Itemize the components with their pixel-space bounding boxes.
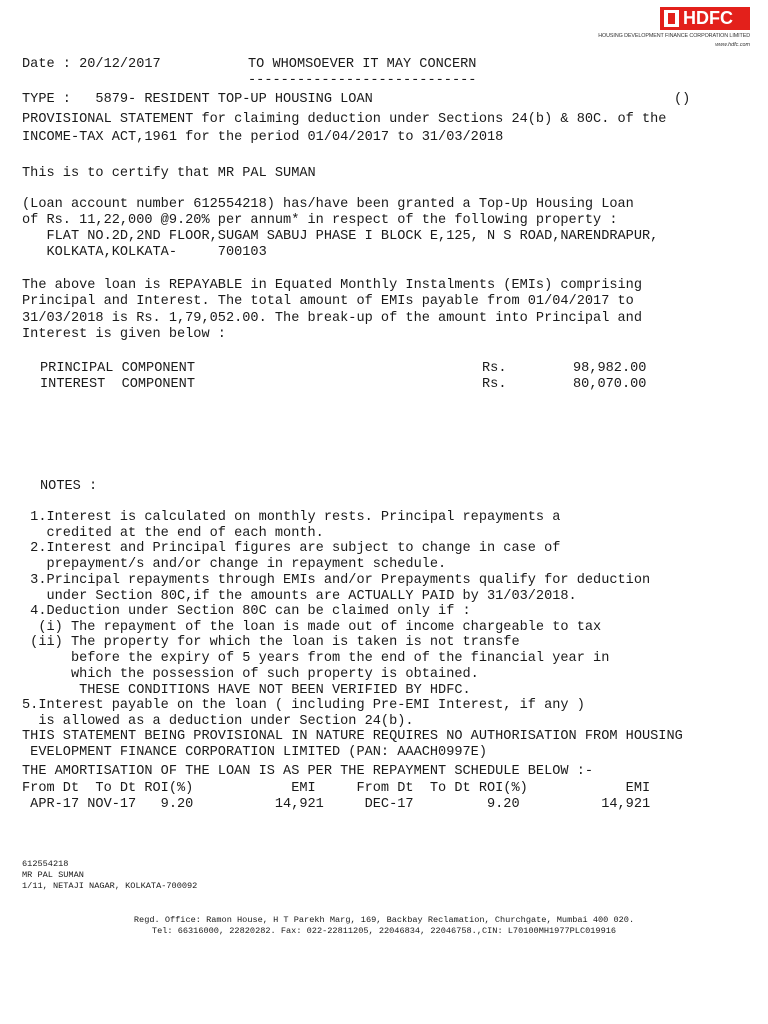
note-line: is allowed as a deduction under Section 24(b).: [22, 714, 414, 729]
schedule-header: From Dt To Dt ROI(%) EMI From Dt To Dt ROI(%) EMI: [22, 781, 651, 796]
note-line: prepayment/s and/or change in repayment schedule.: [22, 557, 447, 572]
certify-text: This is to certify that MR PAL SUMAN: [22, 166, 316, 181]
note-line: 4.Deduction under Section 80C can be claimed only if :: [22, 604, 471, 619]
notes-heading: NOTES :: [40, 479, 98, 494]
note-line: THE AMORTISATION OF THE LOAN IS AS PER THE REPAYMENT SCHEDULE BELOW :-: [22, 764, 594, 779]
footer-registered-office: Regd. Office: Ramon House, H T Parekh Marg, 169, Backbay Reclamation, Churchgate, Mumbai 400 020.: [133, 915, 635, 925]
property-address-line2: KOLKATA,KOLKATA- 700103: [22, 245, 267, 260]
component-label: PRINCIPAL COMPONENT: [40, 361, 195, 376]
repayment-line1: The above loan is REPAYABLE in Equated Monthly Instalments (EMIs) comprising: [22, 278, 642, 293]
loan-details-line2: of Rs. 11,22,000 @9.20% per annum* in respect of the following property :: [22, 213, 618, 228]
schedule-row: APR-17 NOV-17 9.20 14,921 DEC-17 9.20 14,921: [22, 797, 651, 812]
note-line: which the possession of such property is obtained.: [22, 667, 479, 682]
repayment-line4: Interest is given below :: [22, 327, 226, 342]
logo-brand-text: HDFC: [683, 8, 733, 28]
statement-title-line2: INCOME-TAX ACT,1961 for the period 01/04/2017 to 31/03/2018: [22, 130, 504, 145]
note-line: 3.Principal repayments through EMIs and/or Prepayments qualify for deduction: [22, 573, 651, 588]
note-line: before the expiry of 5 years from the end of the financial year in: [22, 651, 610, 666]
statement-title-line1: PROVISIONAL STATEMENT for claiming deduction under Sections 24(b) & 80C. of the: [22, 112, 667, 127]
loan-details-line1: (Loan account number 612554218) has/have been granted a Top-Up Housing Loan: [22, 197, 634, 212]
addressee-underline: ----------------------------: [248, 73, 477, 88]
repayment-line2: Principal and Interest. The total amount of EMIs payable from 01/04/2017 to: [22, 294, 634, 309]
note-line: THIS STATEMENT BEING PROVISIONAL IN NATURE REQUIRES NO AUTHORISATION FROM HOUSING: [22, 729, 683, 744]
address-line: 1/11, NETAJI NAGAR, KOLKATA-700092: [22, 881, 198, 891]
note-line: 1.Interest is calculated on monthly rests. Principal repayments a: [22, 510, 561, 525]
note-line: 2.Interest and Principal figures are subject to change in case of: [22, 541, 561, 556]
logo-mark-inner: [668, 13, 675, 24]
loan-type-bracket: (): [674, 92, 691, 107]
component-currency: Rs.: [482, 361, 507, 376]
property-address-line1: FLAT NO.2D,2ND FLOOR,SUGAM SABUJ PHASE I BLOCK E,125, N S ROAD,NARENDRAPUR,: [22, 229, 659, 244]
logo-website: www.hdfc.com: [715, 42, 750, 48]
statement-date: Date : 20/12/2017: [22, 57, 161, 72]
component-label: INTEREST COMPONENT: [40, 377, 195, 392]
note-line: (ii) The property for which the loan is taken is not transfe: [22, 635, 520, 650]
address-name: MR PAL SUMAN: [22, 870, 84, 880]
repayment-line3: 31/03/2018 is Rs. 1,79,052.00. The break-up of the amount into Principal and: [22, 311, 642, 326]
note-line: 5.Interest payable on the loan ( including Pre-EMI Interest, if any ): [22, 698, 585, 713]
note-line: EVELOPMENT FINANCE CORPORATION LIMITED (PAN: AAACH0997E): [22, 745, 487, 760]
note-line: under Section 80C,if the amounts are ACTUALLY PAID by 31/03/2018.: [22, 589, 577, 604]
logo-company-name: HOUSING DEVELOPMENT FINANCE CORPORATION LIMITED: [598, 33, 750, 39]
component-currency: Rs.: [482, 377, 507, 392]
note-line: THESE CONDITIONS HAVE NOT BEEN VERIFIED BY HDFC.: [22, 683, 471, 698]
note-line: (i) The repayment of the loan is made out of income chargeable to tax: [22, 620, 602, 635]
loan-type: TYPE : 5879- RESIDENT TOP-UP HOUSING LOAN: [22, 92, 373, 107]
footer-contact: Tel: 66316000, 22820282. Fax: 022-22811205, 22046834, 22046758.,CIN: L70100MH1977PLC019916: [151, 926, 617, 936]
component-amount: 98,982.00: [573, 361, 647, 376]
note-line: credited at the end of each month.: [22, 526, 324, 541]
address-account-number: 612554218: [22, 859, 69, 869]
component-amount: 80,070.00: [573, 377, 647, 392]
addressee-heading: TO WHOMSOEVER IT MAY CONCERN: [248, 57, 477, 72]
